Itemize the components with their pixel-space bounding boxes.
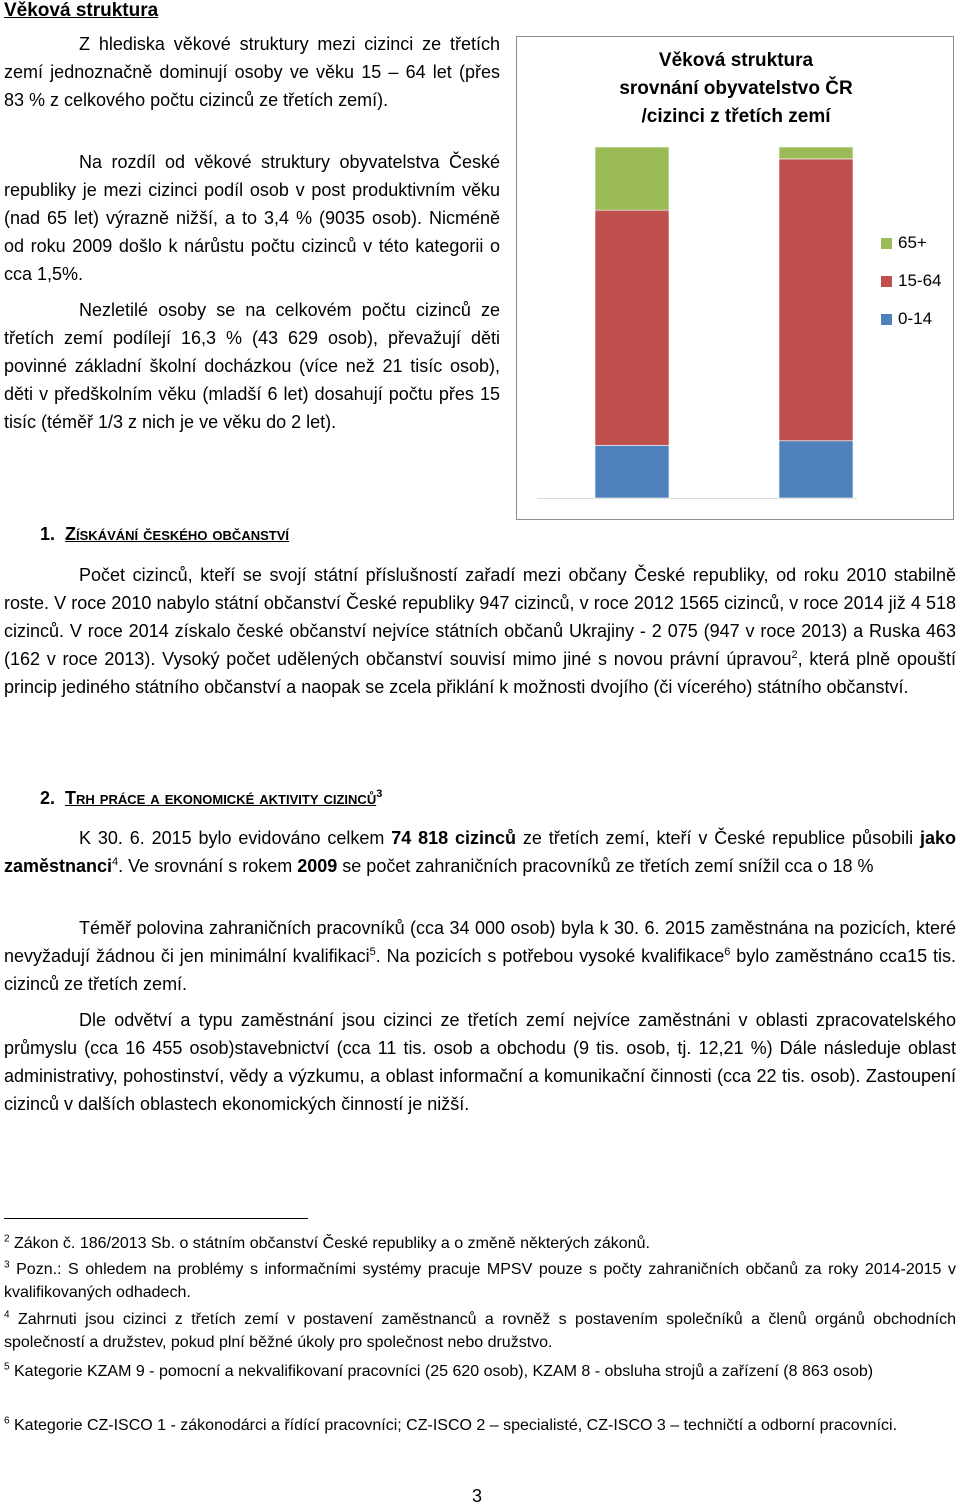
footnote-text: Zákon č. 186/2013 Sb. o státním občanství České republiky a o změně některých zákonů. xyxy=(9,1235,650,1252)
footnote-ref: 5 xyxy=(369,946,376,958)
bar-segment-65plus-cr xyxy=(595,147,669,210)
age-structure-chart xyxy=(516,36,954,520)
footnote-text: Zahrnuti jsou cizinci z třetích zemí v postavení zaměstnanců a rovněž s postavením společníků a členů orgánů obchodních společností a družstev, pokud plní běžné úkoly pro společnost nebo družstvo. xyxy=(4,1311,956,1351)
bar-segment-15-64-foreigners xyxy=(779,159,853,441)
text-run: bylo zaměstnáno cca15 tis. cizinců ze třetích zemí. xyxy=(4,946,957,994)
paragraph-age-intro: Z hlediska věkové struktury mezi cizinci ze třetích zemí jednoznačně dominují osoby ve věku 15 – 64 let (přes 83 % z celkového počtu cizinců ze třetích zemí). xyxy=(4,34,500,110)
section-1-heading xyxy=(40,520,289,548)
footnote-text: Kategorie KZAM 9 - pomocní a nekvalifikovaní pracovníci (25 620 osob), KZAM 8 - obsluha strojů a zařízení (8 863 osob) xyxy=(9,1363,874,1380)
paragraph-employment-sectors: Dle odvětví a typu zaměstnání jsou cizinci ze třetích zemí nejvíce zaměstnáni v oblasti zpracovatelského průmyslu (cca 16 455 osob)stavebnictví (cca 11 tis. osob a obchodu (9 tis. osob, tj. 12,21 %) Dále následuje oblast administrativy, pohostinství, vědy a výzkumu, a oblast informační a komunikační činnosti (cca 22 tis. osob). Zastoupení cizinců v dalších oblastech ekonomických činností je nižší. xyxy=(4,1010,956,1114)
footnote-2 xyxy=(4,1232,956,1255)
paragraph-employment-total xyxy=(4,824,956,880)
text-run: se počet zahraničních pracovníků ze třetích zemí snížil cca o 18 % xyxy=(337,856,874,876)
legend-swatch xyxy=(881,314,892,325)
section-2-heading xyxy=(40,784,382,812)
text-run: Téměř polovina zahraničních pracovníků (cca 34 000 osob) byla k 30. 6. 2015 zaměstnána na pozicích, které nevyžadují žádnou či jen minimální kvalifikaci xyxy=(4,918,956,966)
text-run: K 30. 6. 2015 bylo evidováno celkem xyxy=(79,828,392,848)
footnote-text: Pozn.: S ohledem na problémy s informačními systémy pracuje MPSV pouze s počty zahraničních občanů za roky 2014-2015 v kvalifikovaných odhadech. xyxy=(4,1261,956,1301)
footnote-number: 2 xyxy=(4,1233,10,1245)
legend-item-15-64 xyxy=(881,271,941,291)
bar-segment-65plus-foreigners xyxy=(779,147,853,159)
footnote-number: 3 xyxy=(4,1259,10,1271)
section-heading-age-structure: Věková struktura xyxy=(4,0,159,21)
section-1-number: 1. xyxy=(40,524,56,544)
footnote-number: 4 xyxy=(4,1309,10,1321)
paragraph-age-elderly: Na rozdíl od věkové struktury obyvatelstva České republiky je mezi cizinci podíl osob v post produktivním věku (nad 65 let) výrazně nižší, a to 3,4 % (9035 osob). Nicméně od roku 2009 došlo k nárůstu počtu cizinců v této kategorii o cca 1,5%. xyxy=(4,152,500,284)
chart-title-line: srovnání obyvatelstvo ČR xyxy=(619,78,853,99)
legend-swatch xyxy=(881,238,892,249)
legend-label: 0-14 xyxy=(898,309,933,328)
legend-swatch xyxy=(881,276,892,287)
footnote-5 xyxy=(4,1360,956,1383)
chart-title-line: Věková struktura xyxy=(658,50,814,71)
page-number: 3 xyxy=(472,1486,483,1506)
footnote-ref: 3 xyxy=(376,788,383,800)
paragraph-age-minors: Nezletilé osoby se na celkovém počtu cizinců ze třetích zemí podílejí 16,3 % (43 629 osob), převažují děti povinné základní školní docházkou (více než 21 tisíc osob), děti v předškolním věku (mladší 6 let) dosahují počtu přes 15 tisíc (téměř 1/3 z nich je ve věku do 2 let). xyxy=(4,300,500,432)
legend-item-65plus xyxy=(881,233,927,253)
footnote-4 xyxy=(4,1308,956,1354)
legend-label: 65+ xyxy=(898,233,927,252)
paragraph-employment-qualification xyxy=(4,914,956,998)
footnote-ref: 4 xyxy=(112,856,119,868)
legend-item-0-14 xyxy=(881,309,932,329)
paragraph-citizenship xyxy=(4,561,956,701)
footnote-6 xyxy=(4,1414,956,1437)
footnote-number: 6 xyxy=(4,1415,10,1427)
text-run: Počet cizinců, kteří se svojí státní příslušností zařadí mezi občany České republiky, od roku 2010 stabilně roste. V roce 2010 nabylo státní občanství České republiky 947 cizinců, v roce 2012 1565 cizinců, v roce 2014 již 4 518 cizinců. V roce 2014 získalo české občanství nejvíce státních občanů Ukrajiny - 2 075 (947 v roce 2013) a Ruska 463 (162 v roce 2013). Vysoký počet udělených občanství souvisí mimo jiné s novou právní úpravou xyxy=(4,565,956,669)
text-run: . Ve srovnání s rokem xyxy=(118,856,298,876)
bar-segment-15-64-cr xyxy=(595,210,669,445)
text-run: , která plně opouští princip jediného státního občanství a naopak se zcela přiklání k možnosti dvojího (či vícerého) státního občanství. xyxy=(4,649,956,697)
text-run-bold: 2009 xyxy=(297,856,338,876)
footnote-separator xyxy=(4,1218,308,1219)
footnote-3 xyxy=(4,1258,956,1304)
chart-title-line: /cizinci z třetích zemí xyxy=(641,106,831,127)
text-run: ze třetích zemí, kteří v České republice působili xyxy=(516,828,920,848)
footnote-ref: 2 xyxy=(791,649,798,661)
section-2-number: 2. xyxy=(40,788,56,808)
footnote-ref: 6 xyxy=(724,946,731,958)
text-run-bold: jako zaměstnanci xyxy=(4,828,956,876)
section-2-title: Trh práce a ekonomické aktivity cizinců xyxy=(65,788,377,808)
section-1-title: Získávání českého občanství xyxy=(65,524,289,544)
text-run: . Na pozicích s potřebou vysoké kvalifikace xyxy=(375,946,725,966)
bar-segment-0-14-foreigners xyxy=(779,441,853,498)
footnote-text: Kategorie CZ-ISCO 1 - zákonodárci a řídící pracovníci; CZ-ISCO 2 – specialisté, CZ-ISCO 3 – techničtí a odborní pracovníci. xyxy=(9,1417,898,1434)
legend-label: 15-64 xyxy=(898,271,942,290)
bar-segment-0-14-cr xyxy=(595,445,669,498)
text-run-bold: 74 818 cizinců xyxy=(391,828,517,848)
footnote-number: 5 xyxy=(4,1361,10,1373)
